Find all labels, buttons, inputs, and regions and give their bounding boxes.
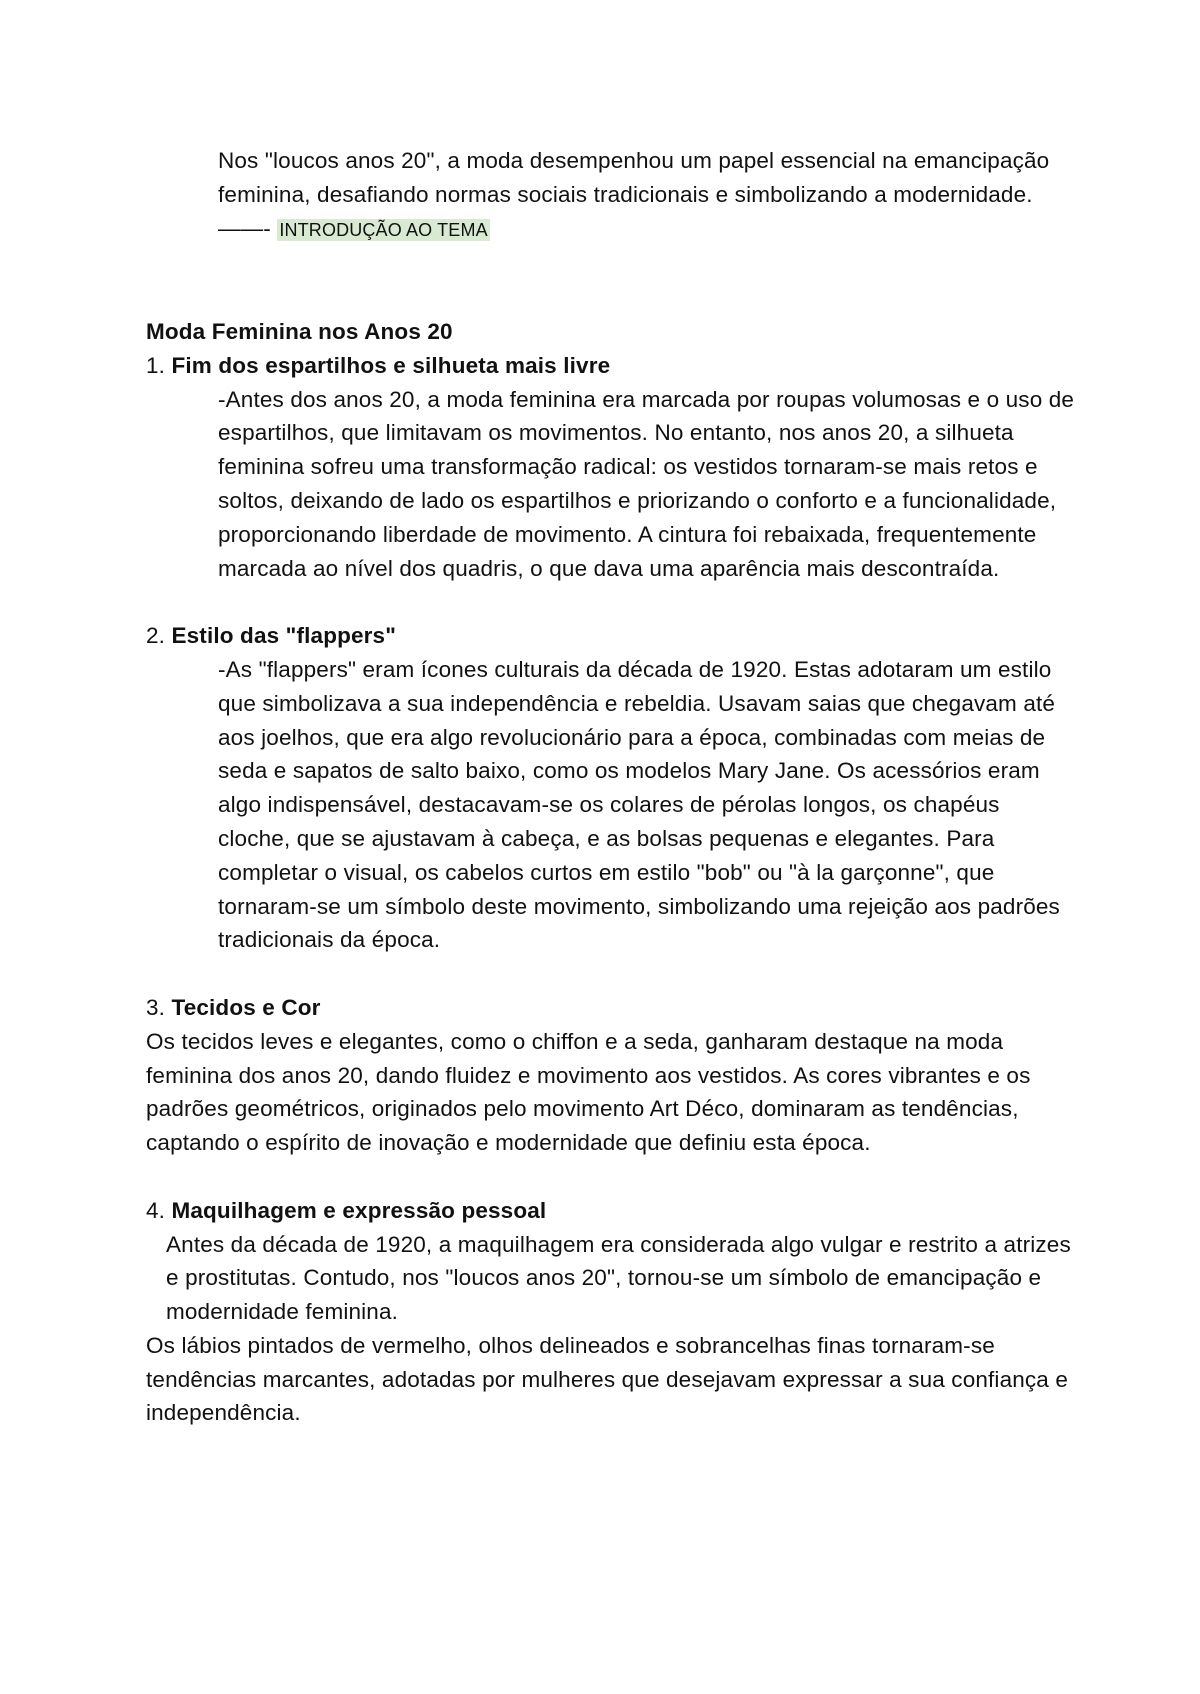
spacer bbox=[146, 1160, 1076, 1194]
section-title: Fim dos espartilhos e silhueta mais livre bbox=[171, 352, 611, 378]
section-title: Maquilhagem e expressão pessoal bbox=[171, 1197, 547, 1223]
section-heading bbox=[146, 991, 1076, 1025]
section-body: -As "flappers" eram ícones culturais da década de 1920. Estas adotaram um estilo que simbolizava a sua independência e rebeldia. Usavam saias que chegavam até aos joelhos, que era algo revolucionário para a época, combinadas com meias de seda e sapatos de salto baixo, como os modelos Mary Jane. Os acessórios eram algo indispensável, destacavam-se os colares de pérolas longos, os chapéus cloche, que se ajustavam à cabeça, e as bolsas pequenas e elegantes. Para completar o visual, os cabelos curtos em estilo "bob" ou "à la garçonne", que tornaram-se um símbolo deste movimento, simbolizando uma rejeição aos padrões tradicionais da época. bbox=[218, 656, 1060, 953]
section-heading bbox=[146, 349, 1076, 383]
section-number: 1. bbox=[146, 352, 166, 378]
spacer bbox=[146, 585, 1076, 619]
spacer bbox=[146, 247, 1076, 315]
section-number: 3. bbox=[146, 994, 166, 1020]
section-body: -Antes dos anos 20, a moda feminina era marcada por roupas volumosas e o uso de espartilhos, que limitavam os movimentos. No entanto, nos anos 20, a silhueta feminina sofreu uma transformação radical: os vestidos tornaram-se mais retos e soltos, deixando de lado os espartilhos e priorizando o conforto e a funcionalidade, proporcionando liberdade de movimento. A cintura foi rebaixada, frequentemente marcada ao nível dos quadris, o que dava uma aparência mais descontraída. bbox=[218, 386, 1075, 581]
section-body: Antes da década de 1920, a maquilhagem era considerada algo vulgar e restrito a atrizes e prostitutas. Contudo, nos "loucos anos 20", tornou-se um símbolo de emancipação e modernidade feminina. bbox=[166, 1231, 1071, 1325]
section-title: Tecidos e Cor bbox=[171, 994, 321, 1020]
intro-paragraph bbox=[146, 144, 1076, 247]
spacer bbox=[146, 957, 1076, 991]
section-number: 4. bbox=[146, 1197, 166, 1223]
section-title: Estilo das "flappers" bbox=[171, 623, 397, 649]
section-body-continued: Os lábios pintados de vermelho, olhos delineados e sobrancelhas finas tornaram-se tendências marcantes, adotadas por mulheres que desejavam expressar a sua confiança e independência. bbox=[146, 1332, 1069, 1426]
section-heading bbox=[146, 619, 1076, 653]
main-title: Moda Feminina nos Anos 20 bbox=[146, 318, 453, 344]
section-number: 2. bbox=[146, 623, 166, 649]
section-heading bbox=[146, 1194, 1076, 1228]
intro-text: Nos "loucos anos 20", a moda desempenhou um papel essencial na emancipação feminina, desafiando normas sociais tradicionais e simbolizando a modernidade.——- bbox=[218, 148, 1050, 241]
section-body: Os tecidos leves e elegantes, como o chiffon e a seda, ganharam destaque na moda feminina dos anos 20, dando fluidez e movimento aos vestidos. As cores vibrantes e os padrões geométricos, originados pelo movimento Art Déco, dominaram as tendências, captando o espírito de inovação e modernidade que definiu esta época. bbox=[146, 1028, 1031, 1156]
document-page bbox=[146, 144, 1076, 1430]
intro-tag: INTRODUÇÃO AO TEMA bbox=[279, 219, 488, 240]
